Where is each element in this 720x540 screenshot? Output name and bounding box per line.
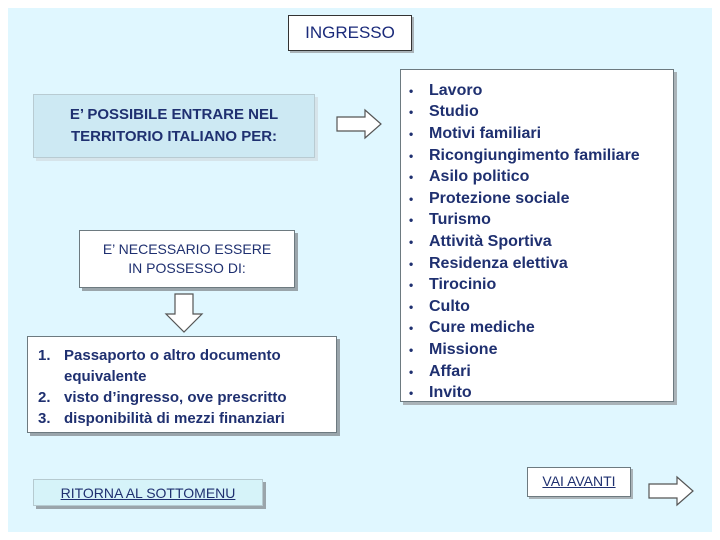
reason-item <box>409 210 673 232</box>
entry-reasons-list <box>400 69 674 402</box>
requirement-number: 3. <box>38 410 51 427</box>
reason-item <box>409 80 673 102</box>
reason-label: Attività Sportiva <box>429 232 552 250</box>
reason-item <box>409 166 673 188</box>
reason-label: Studio <box>429 103 479 121</box>
bullet: • <box>409 386 414 401</box>
reason-label: Ricongiungimento familiare <box>429 146 640 164</box>
reason-label: Affari <box>429 362 471 380</box>
requirements-list <box>27 336 337 433</box>
back-to-submenu-button[interactable] <box>33 479 263 506</box>
requirement-text: visto d’ingresso, ove prescritto <box>64 389 287 406</box>
bullet: • <box>409 278 414 293</box>
reason-item <box>409 318 673 340</box>
bullet: • <box>409 234 414 249</box>
bullet: • <box>409 105 414 120</box>
bullet: • <box>409 299 414 314</box>
bullet: • <box>409 126 414 141</box>
bullet: • <box>409 321 414 336</box>
requirement-text-cont: equivalente <box>64 368 147 385</box>
reason-label: Asilo politico <box>429 168 530 186</box>
possible-entry-box <box>33 94 315 158</box>
back-to-submenu-label: RITORNA AL SOTTOMENU <box>60 484 236 501</box>
reason-label: Culto <box>429 297 470 315</box>
arrow-down-icon <box>164 292 204 334</box>
page-title <box>288 15 412 51</box>
reason-item <box>409 274 673 296</box>
next-button[interactable] <box>527 467 631 497</box>
possible-entry-line1: E’ POSSIBILE ENTRARE NEL <box>69 106 279 123</box>
possible-entry-line2: TERRITORIO ITALIANO PER: <box>70 128 278 145</box>
requirement-number: 1. <box>38 347 51 364</box>
requirement-item <box>38 345 330 387</box>
requirement-number: 2. <box>38 389 51 406</box>
reason-item <box>409 339 673 361</box>
reason-label: Residenza elettiva <box>429 254 568 272</box>
reason-label: Protezione sociale <box>429 189 570 207</box>
requirement-text: disponibilità di mezzi finanziari <box>64 410 285 427</box>
bullet: • <box>409 213 414 228</box>
arrow-right-icon[interactable] <box>647 475 695 507</box>
reason-item <box>409 382 673 404</box>
next-button-label: VAI AVANTI <box>542 473 616 489</box>
reason-item <box>409 123 673 145</box>
required-docs-box <box>79 230 295 288</box>
bullet: • <box>409 342 414 357</box>
reason-label: Missione <box>429 340 498 358</box>
requirement-item <box>38 387 330 408</box>
reason-label: Lavoro <box>429 81 483 99</box>
reason-item <box>409 145 673 167</box>
bullet: • <box>409 256 414 271</box>
reason-label: Invito <box>429 384 472 402</box>
requirement-text: Passaporto o altro documento <box>64 347 281 364</box>
required-docs-line2: IN POSSESSO DI: <box>128 260 246 276</box>
reason-item <box>409 296 673 318</box>
required-docs-line1: E’ NECESSARIO ESSERE <box>102 241 272 257</box>
reason-label: Motivi familiari <box>429 124 542 142</box>
bullet: • <box>409 148 414 163</box>
bullet: • <box>409 191 414 206</box>
reason-item <box>409 102 673 124</box>
reason-label: Turismo <box>429 211 491 229</box>
bullet: • <box>409 170 414 185</box>
bullet: • <box>409 364 414 379</box>
reason-item <box>409 231 673 253</box>
reason-item <box>409 361 673 383</box>
arrow-right-icon <box>335 108 383 140</box>
page-title-text: INGRESSO <box>305 23 395 42</box>
bullet: • <box>409 83 414 98</box>
reason-label: Tirocinio <box>429 276 497 294</box>
reason-item <box>409 188 673 210</box>
requirement-item <box>38 408 330 429</box>
reason-label: Cure mediche <box>429 319 535 337</box>
reason-item <box>409 253 673 275</box>
